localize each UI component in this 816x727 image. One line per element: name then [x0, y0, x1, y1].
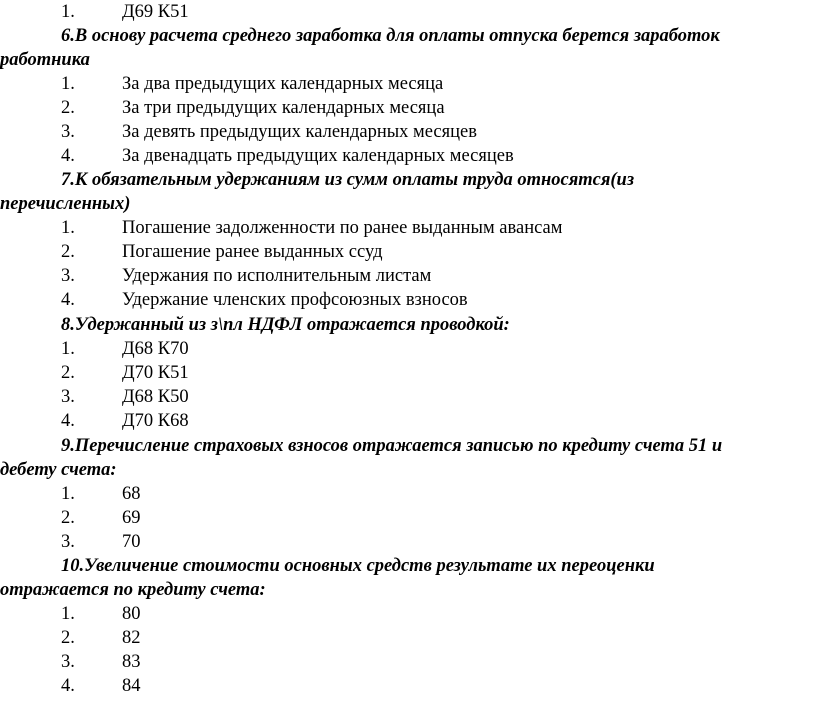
option-text: За девять предыдущих календарных месяцев	[122, 122, 477, 142]
option-number: 2.	[61, 508, 75, 528]
option-number: 4.	[61, 146, 75, 166]
question-10-title	[61, 554, 655, 578]
option-text: Д70 К51	[122, 363, 189, 383]
option-number: 3.	[61, 266, 75, 286]
question-text: Увеличение стоимости основных средств результате их переоценки	[84, 556, 655, 576]
option-number: 1.	[61, 218, 75, 238]
question-10-title-cont: отражается по кредиту счета:	[0, 580, 266, 600]
option-number: 3.	[61, 387, 75, 407]
option-text: Погашение задолженности по ранее выданным авансам	[122, 218, 563, 238]
question-text: Перечисление страховых взносов отражается записью по кредиту счета 51 и	[74, 436, 723, 456]
question-number: 10.	[61, 556, 85, 576]
option-number: 3.	[61, 652, 75, 672]
option-text: Удержания по исполнительным листам	[122, 266, 432, 286]
question-text: Удержанный из з\пл НДФЛ отражается проводкой:	[74, 315, 510, 335]
option-text: 80	[122, 604, 141, 624]
option-text: Удержание членских профсоюзных взносов	[122, 290, 468, 310]
question-number: 7.	[61, 170, 75, 190]
option-number: 2.	[61, 363, 75, 383]
option-number: 2.	[61, 98, 75, 118]
option-text: Д68 К50	[122, 387, 189, 407]
option-text: 82	[122, 628, 141, 648]
question-6-title	[61, 24, 720, 48]
option-text: 70	[122, 532, 141, 552]
option-text: Д68 К70	[122, 339, 189, 359]
option-number: 1.	[61, 604, 75, 624]
option-text: 83	[122, 652, 141, 672]
question-7-title-cont: перечисленных)	[0, 194, 131, 214]
option-text: За двенадцать предыдущих календарных месяцев	[122, 146, 514, 166]
question-7-title	[61, 168, 634, 192]
question-9-title	[61, 434, 722, 458]
option-text: 68	[122, 484, 141, 504]
option-number: 1.	[61, 2, 75, 22]
option-text: За два предыдущих календарных месяца	[122, 74, 444, 94]
option-number: 4.	[61, 411, 75, 431]
option-number: 4.	[61, 676, 75, 696]
option-number: 4.	[61, 290, 75, 310]
question-9-title-cont: дебету счета:	[0, 460, 117, 480]
question-number: 9.	[61, 436, 75, 456]
question-text: В основу расчета среднего заработка для оплаты отпуска берется заработок	[74, 26, 720, 46]
question-text: К обязательным удержаниям из сумм оплаты труда относятся(из	[74, 170, 635, 190]
question-number: 8.	[61, 315, 75, 335]
option-number: 3.	[61, 532, 75, 552]
option-number: 2.	[61, 242, 75, 262]
question-number: 6.	[61, 26, 75, 46]
option-text: Д69 К51	[122, 2, 189, 22]
option-number: 1.	[61, 339, 75, 359]
option-text: 84	[122, 676, 141, 696]
option-number: 3.	[61, 122, 75, 142]
option-text: 69	[122, 508, 141, 528]
question-8-title	[61, 313, 510, 337]
option-text: Погашение ранее выданных ссуд	[122, 242, 383, 262]
question-6-title-cont: работника	[0, 50, 90, 70]
option-number: 1.	[61, 74, 75, 94]
option-text: Д70 К68	[122, 411, 189, 431]
option-text: За три предыдущих календарных месяца	[122, 98, 445, 118]
option-number: 1.	[61, 484, 75, 504]
option-number: 2.	[61, 628, 75, 648]
